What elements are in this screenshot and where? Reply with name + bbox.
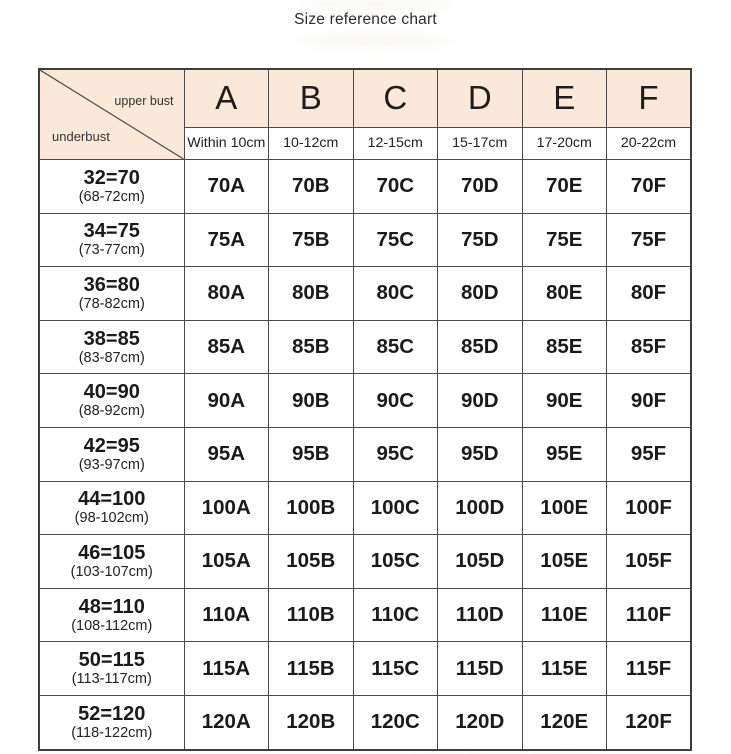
- table-row: [39, 588, 691, 642]
- column-range-label: 17-20cm: [522, 127, 607, 159]
- size-cell: 120B: [269, 695, 354, 749]
- table-row: [39, 213, 691, 267]
- size-cell: 110C: [353, 588, 438, 642]
- row-size-label: 38=85: [83, 327, 140, 350]
- size-reference-table: [38, 68, 692, 751]
- column-letter-F: F: [607, 69, 692, 127]
- size-cell: 70B: [269, 160, 354, 214]
- table-row: [39, 160, 691, 214]
- page-title: Size reference chart: [294, 11, 437, 28]
- size-cell: 105B: [269, 535, 354, 589]
- row-size-range: (118-122cm): [71, 724, 153, 741]
- size-cell: 85A: [184, 320, 269, 374]
- row-size-label: 50=115: [78, 649, 145, 672]
- size-cell: 115F: [607, 642, 692, 696]
- size-cell: 90A: [184, 374, 269, 428]
- size-cell: 80D: [438, 267, 523, 321]
- table-row: [39, 320, 691, 374]
- header-letter-row: [39, 69, 691, 127]
- size-cell: 70F: [607, 160, 692, 214]
- row-size-range: (93-97cm): [78, 456, 145, 473]
- corner-underbust-label: underbust: [52, 129, 110, 144]
- row-size-header: [39, 535, 184, 589]
- row-size-range: (108-112cm): [71, 617, 153, 634]
- size-cell: 100A: [184, 481, 269, 535]
- row-size-header: [39, 267, 184, 321]
- size-cell: 95E: [522, 427, 607, 481]
- watermark-smudge: [302, 0, 452, 8]
- size-cell: 80C: [353, 267, 438, 321]
- size-cell: 120A: [184, 695, 269, 749]
- table-row: [39, 642, 691, 696]
- size-cell: 85D: [438, 320, 523, 374]
- size-cell: 100E: [522, 481, 607, 535]
- row-size-label: 40=90: [83, 381, 140, 404]
- row-size-label: 52=120: [78, 702, 146, 725]
- column-letter-A: A: [184, 69, 269, 127]
- row-size-header: [39, 427, 184, 481]
- size-cell: 110D: [438, 588, 523, 642]
- size-cell: 115A: [184, 642, 269, 696]
- size-cell: 75B: [269, 213, 354, 267]
- size-cell: 120D: [438, 695, 523, 749]
- size-cell: 120E: [522, 695, 607, 749]
- size-cell: 95D: [438, 427, 523, 481]
- size-cell: 80E: [522, 267, 607, 321]
- row-size-label: 42=95: [83, 434, 140, 457]
- size-cell: 90E: [522, 374, 607, 428]
- size-cell: 80A: [184, 267, 269, 321]
- column-letter-B: B: [269, 69, 354, 127]
- size-cell: 100B: [269, 481, 354, 535]
- size-cell: 70E: [522, 160, 607, 214]
- size-cell: 115C: [353, 642, 438, 696]
- size-cell: 110E: [522, 588, 607, 642]
- column-range-label: 20-22cm: [607, 127, 692, 159]
- row-size-header: [39, 481, 184, 535]
- row-size-range: (83-87cm): [78, 349, 145, 366]
- table-row: [39, 267, 691, 321]
- column-letter-C: C: [353, 69, 438, 127]
- column-letter-E: E: [522, 69, 607, 127]
- size-cell: 105D: [438, 535, 523, 589]
- row-size-range: (88-92cm): [78, 403, 145, 420]
- size-cell: 90D: [438, 374, 523, 428]
- size-cell: 105A: [184, 535, 269, 589]
- size-cell: 95A: [184, 427, 269, 481]
- size-cell: 70D: [438, 160, 523, 214]
- size-cell: 105F: [607, 535, 692, 589]
- row-size-header: [39, 695, 184, 749]
- size-cell: 95B: [269, 427, 354, 481]
- column-letter-D: D: [438, 69, 523, 127]
- row-size-label: 48=110: [78, 595, 145, 618]
- size-cell: 115B: [269, 642, 354, 696]
- column-range-label: Within 10cm: [184, 127, 269, 159]
- row-size-label: 32=70: [83, 166, 140, 189]
- size-cell: 75D: [438, 213, 523, 267]
- watermark-smudge: [296, 36, 454, 45]
- row-size-range: (113-117cm): [71, 671, 152, 688]
- size-cell: 75F: [607, 213, 692, 267]
- size-cell: 85E: [522, 320, 607, 374]
- row-size-header: [39, 213, 184, 267]
- size-cell: 80B: [269, 267, 354, 321]
- corner-cell: [39, 69, 184, 160]
- size-cell: 95C: [353, 427, 438, 481]
- row-size-header: [39, 160, 184, 214]
- table-row: [39, 481, 691, 535]
- table-row: [39, 427, 691, 481]
- corner-upper-bust-label: upper bust: [114, 94, 174, 108]
- size-cell: 85C: [353, 320, 438, 374]
- row-size-range: (78-82cm): [78, 296, 145, 313]
- size-cell: 85B: [269, 320, 354, 374]
- size-cell: 105E: [522, 535, 607, 589]
- corner-cell-inner: [40, 70, 184, 159]
- row-size-header: [39, 642, 184, 696]
- row-size-header: [39, 320, 184, 374]
- size-cell: 75A: [184, 213, 269, 267]
- size-cell: 100F: [607, 481, 692, 535]
- size-cell: 75C: [353, 213, 438, 267]
- size-cell: 75E: [522, 213, 607, 267]
- size-cell: 70C: [353, 160, 438, 214]
- row-size-label: 36=80: [83, 274, 140, 297]
- size-cell: 115D: [438, 642, 523, 696]
- size-cell: 80F: [607, 267, 692, 321]
- row-size-label: 46=105: [78, 541, 146, 564]
- column-range-label: 15-17cm: [438, 127, 523, 159]
- size-cell: 110A: [184, 588, 269, 642]
- row-size-label: 44=100: [78, 488, 146, 511]
- column-range-label: 10-12cm: [269, 127, 354, 159]
- table-row: [39, 535, 691, 589]
- row-size-header: [39, 588, 184, 642]
- column-range-label: 12-15cm: [353, 127, 438, 159]
- row-size-header: [39, 374, 184, 428]
- size-cell: 100C: [353, 481, 438, 535]
- table-row: [39, 695, 691, 749]
- size-cell: 85F: [607, 320, 692, 374]
- row-size-range: (103-107cm): [70, 563, 153, 580]
- size-cell: 120F: [607, 695, 692, 749]
- size-cell: 90B: [269, 374, 354, 428]
- size-table-body: [39, 160, 691, 750]
- size-cell: 110F: [607, 588, 692, 642]
- row-size-range: (68-72cm): [78, 188, 145, 205]
- diagonal-line: [40, 70, 184, 159]
- row-size-label: 34=75: [83, 220, 140, 243]
- size-cell: 95F: [607, 427, 692, 481]
- size-cell: 70A: [184, 160, 269, 214]
- size-cell: 100D: [438, 481, 523, 535]
- row-size-range: (98-102cm): [74, 510, 149, 527]
- size-cell: 90F: [607, 374, 692, 428]
- size-cell: 110B: [269, 588, 354, 642]
- size-cell: 90C: [353, 374, 438, 428]
- size-cell: 115E: [522, 642, 607, 696]
- table-row: [39, 374, 691, 428]
- size-cell: 105C: [353, 535, 438, 589]
- size-cell: 120C: [353, 695, 438, 749]
- row-size-range: (73-77cm): [78, 242, 145, 259]
